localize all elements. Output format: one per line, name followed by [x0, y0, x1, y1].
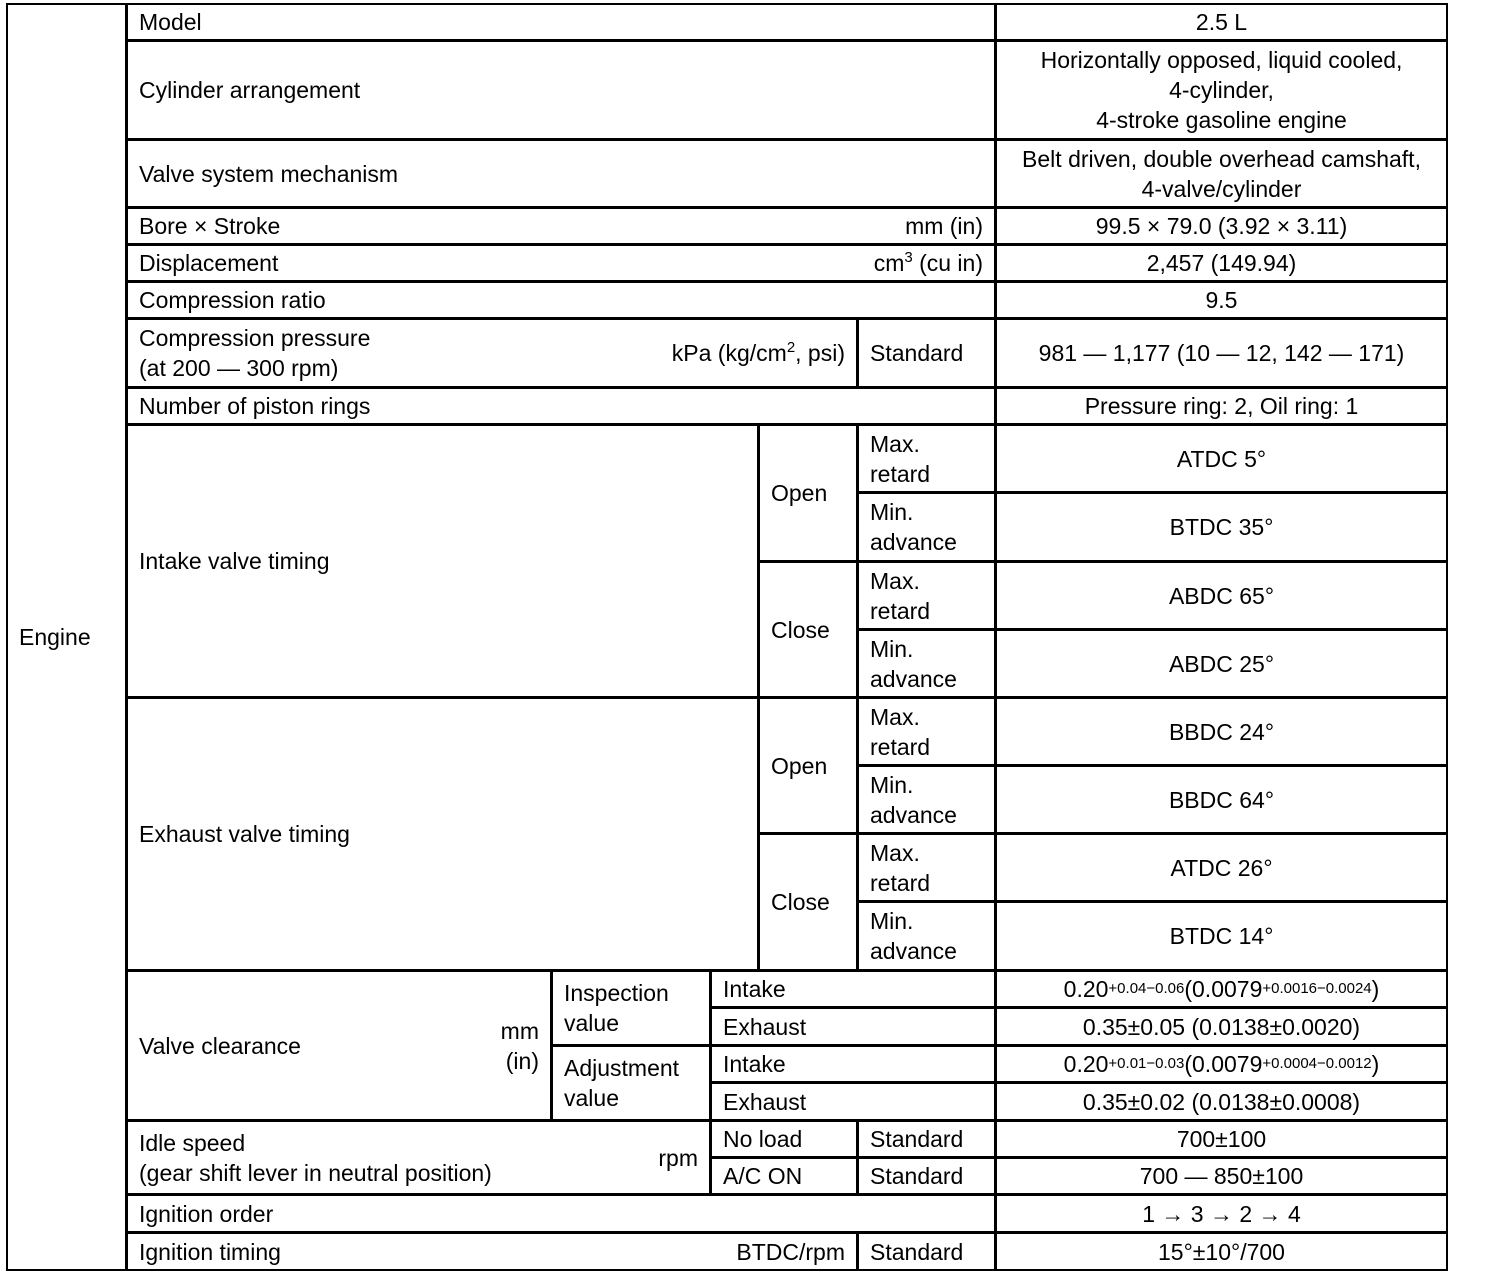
inspection-exhaust-label: Exhaust — [710, 1007, 996, 1046]
compression-pressure-value: 981 — 1,177 (10 — 12, 142 — 171) — [995, 318, 1448, 388]
idle-ac-on-label: A/C ON — [710, 1157, 858, 1195]
bore-stroke-text: Bore × Stroke — [139, 213, 281, 239]
idle-ac-on-condition: Standard — [857, 1157, 996, 1195]
bore-stroke-label — [126, 207, 996, 245]
idle-no-load-value: 700±100 — [995, 1120, 1448, 1158]
ignition-order-label: Ignition order — [126, 1194, 996, 1233]
intake-close-min-advance: Min. advance — [857, 629, 996, 698]
cylinder-line-2: 4-cylinder, — [1169, 77, 1274, 103]
valve-clearance-unit: mm (in) — [500, 1017, 539, 1074]
exhaust-open-label: Open — [758, 697, 858, 834]
compression-pressure-condition: Standard — [857, 318, 996, 388]
intake-open-min-advance: Min. advance — [857, 492, 996, 562]
exhaust-open-max-retard: Max. retard — [857, 697, 996, 766]
exhaust-open-min-value: BBDC 64° — [995, 765, 1448, 834]
bore-stroke-value: 99.5 × 79.0 (3.92 × 3.11) — [995, 207, 1448, 245]
displacement-text: Displacement — [139, 250, 279, 276]
compression-ratio-label: Compression ratio — [126, 281, 996, 319]
model-value: 2.5 L — [995, 3, 1448, 41]
cylinder-line-3: 4-stroke gasoline engine — [1096, 107, 1347, 133]
inspection-intake-value: 0.20 +0.04 −0.06 (0.0079 +0.0016 −0.0024 ) — [995, 970, 1448, 1008]
exhaust-close-min-value: BTDC 14° — [995, 901, 1448, 971]
idle-no-load-label: No load — [710, 1120, 858, 1158]
ignition-timing-unit: BTDC/rpm — [736, 1238, 845, 1265]
displacement-unit: $cm^3$ (cu in) — [873, 249, 983, 276]
intake-close-min-value: ABDC 25° — [995, 629, 1448, 698]
section-label-engine: Engine — [6, 3, 127, 1271]
exhaust-close-label: Close — [758, 833, 858, 971]
displacement-label — [126, 244, 996, 282]
valve-system-label: Valve system mechanism — [126, 139, 996, 208]
piston-rings-label: Number of piston rings — [126, 387, 996, 425]
exhaust-open-max-value: BBDC 24° — [995, 697, 1448, 766]
exhaust-close-max-value: ATDC 26° — [995, 833, 1448, 902]
compression-pressure-unit: kPa ($kg/cm^2$, psi) — [671, 339, 845, 366]
intake-valve-timing-label: Intake valve timing — [126, 424, 759, 698]
adjustment-exhaust-value: 0.35±0.02 (0.0138±0.0008) — [995, 1082, 1448, 1121]
piston-rings-value: Pressure ring: 2, Oil ring: 1 — [995, 387, 1448, 425]
bore-stroke-unit: mm (in) — [905, 213, 983, 239]
adjustment-value-label: Adjustment value — [551, 1045, 711, 1121]
idle-speed-unit: rpm — [658, 1144, 698, 1171]
ignition-timing-condition: Standard — [857, 1232, 996, 1271]
compression-pressure-label — [126, 318, 858, 388]
intake-open-label: Open — [758, 424, 858, 562]
intake-close-max-retard: Max. retard — [857, 561, 996, 630]
engine-spec-table — [7, 4, 1449, 1272]
adjustment-intake-value: 0.20 +0.01 −0.03 (0.0079 +0.0004 −0.0012 ) — [995, 1045, 1448, 1083]
compression-pressure-text: Compression pressure (at 200 — 300 rpm) — [139, 325, 371, 381]
valve-clearance-text: Valve clearance — [139, 1032, 301, 1059]
inspection-value-label: Inspection value — [551, 970, 711, 1046]
ignition-timing-text: Ignition timing — [139, 1238, 281, 1265]
exhaust-close-max-retard: Max. retard — [857, 833, 996, 902]
intake-open-min-value: BTDC 35° — [995, 492, 1448, 562]
exhaust-close-min-advance: Min. advance — [857, 901, 996, 971]
adjustment-exhaust-label: Exhaust — [710, 1082, 996, 1121]
exhaust-open-min-advance: Min. advance — [857, 765, 996, 834]
cylinder-arrangement-label: Cylinder arrangement — [126, 40, 996, 140]
ignition-timing-label — [126, 1232, 858, 1271]
idle-speed-text: Idle speed (gear shift lever in neutral position) — [139, 1129, 492, 1186]
compression-ratio-value: 9.5 — [995, 281, 1448, 319]
ignition-timing-value: 15°±10°/700 — [995, 1232, 1448, 1271]
cylinder-arrangement-value — [995, 40, 1448, 140]
adjustment-intake-label: Intake — [710, 1045, 996, 1083]
exhaust-valve-timing-label: Exhaust valve timing — [126, 697, 759, 971]
idle-ac-on-value: 700 — 850±100 — [995, 1157, 1448, 1195]
intake-close-max-value: ABDC 65° — [995, 561, 1448, 630]
valve-system-value — [995, 139, 1448, 208]
cylinder-line-1: Horizontally opposed, liquid cooled, — [1040, 47, 1403, 73]
valve-system-line-2: 4-valve/cylinder — [1141, 175, 1302, 202]
valve-system-line-1: Belt driven, double overhead camshaft, — [1022, 145, 1421, 172]
intake-open-max-value: ATDC 5° — [995, 424, 1448, 493]
valve-clearance-label — [126, 970, 552, 1121]
displacement-value: 2,457 (149.94) — [995, 244, 1448, 282]
idle-no-load-condition: Standard — [857, 1120, 996, 1158]
intake-open-max-retard: Max. retard — [857, 424, 996, 493]
inspection-exhaust-value: 0.35±0.05 (0.0138±0.0020) — [995, 1007, 1448, 1046]
model-label: Model — [126, 3, 996, 41]
inspection-intake-label: Intake — [710, 970, 996, 1008]
idle-speed-label — [126, 1120, 711, 1195]
ignition-order-value: 1 → 3 → 2 → 4 — [995, 1194, 1448, 1233]
intake-close-label: Close — [758, 561, 858, 698]
